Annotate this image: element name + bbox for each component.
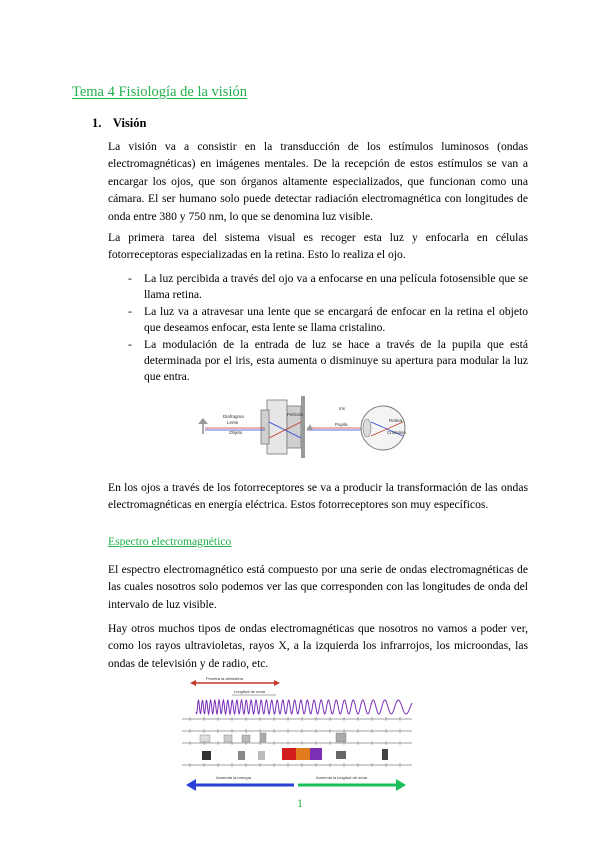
top-arrow-head-left <box>190 680 196 686</box>
antenna-icon <box>382 749 388 760</box>
section-number: 1. <box>92 116 102 130</box>
paragraph-4: El espectro electromagnético está compuesto por una serie de ondas electromagnéticas de las cuales nosotros solo podemos ver las que corresponden con las longitudes de onda del intervalo de luz visible. <box>108 563 528 611</box>
human-icon <box>260 733 266 742</box>
section-heading <box>92 116 146 131</box>
insect-icon <box>242 735 250 742</box>
bulb-icon <box>258 751 265 760</box>
label-bottom-right: Aumenta la longitud de onda <box>316 775 367 780</box>
label-retina: Retina <box>389 418 403 423</box>
label-diafragma: Diafragma <box>223 414 244 419</box>
list-item: - La luz percibida a través del ojo va a enfocarse en una película fotosensible que se llama retina. <box>128 272 528 301</box>
list-item: - La modulación de la entrada de luz se hace a través de la pupila que está determinada por el iris, esta aumenta o disminuye su apertura para modular la luz que entra. <box>128 338 528 383</box>
page-title: Tema 4 Fisiología de la visión <box>72 84 247 100</box>
paragraph-2: La primera tarea del sistema visual es recoger esta luz y enfocarla en células fotorreceptoras especializadas en la retina. Esto lo realiza el ojo. <box>108 231 528 262</box>
label-iris: Iris <box>339 406 345 411</box>
building-icon <box>336 733 346 742</box>
label-objeto: Objeto <box>229 430 243 435</box>
arrow-right-head <box>396 779 406 791</box>
label-lente: Lente <box>227 420 239 425</box>
arrow-left-head <box>186 779 196 791</box>
wave <box>196 700 412 714</box>
bullet-list <box>108 271 528 386</box>
label-pupila: Pupila <box>335 422 348 427</box>
lamp-icon <box>238 751 245 760</box>
radiation-icon <box>202 751 211 760</box>
label-wavelength: Longitud de onda <box>234 689 265 694</box>
microwave-icon <box>336 751 346 759</box>
subheading: Espectro electromagnético <box>108 535 232 548</box>
section-label: Visión <box>112 116 147 130</box>
label-top-bar: Penetra la atmósfera <box>206 676 244 681</box>
cell-icon <box>224 735 232 742</box>
label-cristalino: Cristalino <box>387 430 406 435</box>
paragraph-5: Hay otros muchos tipos de ondas electromagnéticas que nosotros no vamos a poder ver, como los rayos ultravioletas, rayos X, a la izquierda los infrarrojos, los microondas, las ondas de televisión y de radio, etc. <box>108 622 528 670</box>
spectrum-diagram <box>176 675 416 795</box>
atom-icon <box>200 735 210 742</box>
label-bottom-left: Aumenta la energía <box>216 775 251 780</box>
page-number: 1 <box>297 796 303 810</box>
eye-camera-diagram <box>195 388 415 470</box>
label-pelicula: Película <box>287 412 304 417</box>
list-item: - La luz va a atravesar una lente que se encargará de enfocar en la retina el objeto que deseamos enfocar, esta lente se llama cristalino. <box>128 305 528 334</box>
top-arrow-head-right <box>274 680 280 686</box>
paragraph-3: En los ojos a través de los fotorreceptores se va a producir la transformación de las ondas electromagnéticas en energía eléctrica. Estos fotorreceptores son muy específicos. <box>108 481 528 512</box>
paragraph-1: La visión va a consistir en la transducción de los estímulos luminosos (ondas electromagnéticas) en imágenes mentales. De la recepción de estos estímulos se van a encargar los ojos, que son órganos altamente especializados, que funcionan como una cámara. El ser humano solo puede detectar radiación electromagnética con longitudes de onda entre 380 y 750 nm, lo que se denomina luz visible. <box>108 140 528 223</box>
